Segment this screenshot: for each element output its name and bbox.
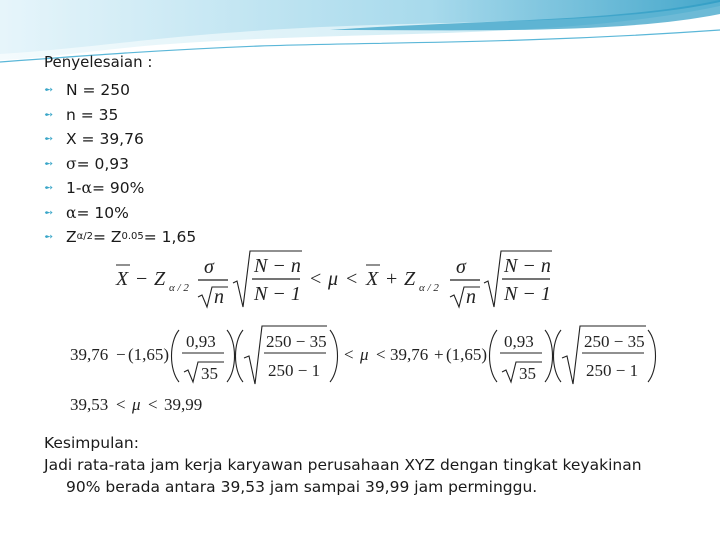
mean-value: 39,76 <box>70 345 109 364</box>
z-subscript: α / 2 <box>169 282 189 294</box>
less-than-sign: < <box>376 345 386 364</box>
list-item-z: ➻ Z α/2 = Z 0.05 = 1,65 <box>44 225 704 250</box>
confidence-interval-formula <box>70 247 570 313</box>
sigma-value: 0,93 <box>504 332 534 351</box>
arrow-bullet-icon: ➻ <box>44 230 54 243</box>
given-values-list <box>44 78 704 250</box>
mu-symbol: μ <box>360 345 369 364</box>
z-value: (1,65) <box>128 345 170 364</box>
z-value: (1,65) <box>446 345 488 364</box>
sigma-value: 0,93 <box>186 332 216 351</box>
n-value: 35 <box>201 364 218 383</box>
z-subscript: α / 2 <box>419 282 439 294</box>
sigma-symbol: σ <box>456 256 466 278</box>
x-bar-symbol: X <box>366 268 379 290</box>
fraction-denominator: N − 1 <box>504 283 551 305</box>
less-than-sign: < <box>310 268 322 290</box>
conclusion-title: Kesimpulan: <box>44 434 139 452</box>
fraction-numerator: 250 − 35 <box>266 332 327 351</box>
list-item-N: ➻ N = 250 <box>44 78 704 103</box>
conclusion-line-1: Jadi rata-rata jam kerja karyawan perusahaan XYZ dengan tingkat keyakinan <box>44 456 642 474</box>
z-symbol: Z <box>404 268 416 290</box>
less-than-sign: < <box>344 345 354 364</box>
plus-sign: + <box>434 345 444 364</box>
conclusion-text <box>44 454 684 498</box>
n-value: 35 <box>519 364 536 383</box>
mean-value: 39,76 <box>390 345 429 364</box>
less-than-sign: < <box>116 395 126 414</box>
conclusion-section <box>44 432 684 498</box>
lower-bound: 39,53 <box>70 395 109 414</box>
fraction-numerator: 250 − 35 <box>584 332 645 351</box>
solution-section <box>44 52 704 250</box>
minus-sign: − <box>116 345 126 364</box>
conclusion-line-2: 90% berada antara 39,53 jam sampai 39,99 jam perminggu. <box>66 478 538 496</box>
arrow-bullet-icon: ➻ <box>44 132 54 145</box>
solution-heading: Penyelesaian : <box>44 53 153 71</box>
substituted-formula <box>24 322 664 390</box>
minus-sign: − <box>136 268 148 290</box>
list-item-alpha: ➻ α = 10% <box>44 201 704 226</box>
arrow-bullet-icon: ➻ <box>44 83 54 96</box>
plus-sign: + <box>386 268 398 290</box>
fraction-denominator: 250 − 1 <box>586 361 639 380</box>
interval-result <box>24 392 264 418</box>
sigma-symbol: σ <box>204 256 214 278</box>
z-symbol: Z <box>154 268 166 290</box>
arrow-bullet-icon: ➻ <box>44 156 54 170</box>
mu-symbol: μ <box>328 268 339 290</box>
list-item-confidence: ➻ 1- α = 90% <box>44 176 704 201</box>
list-item-X: ➻ X = 39,76 <box>44 127 704 152</box>
list-item-sigma: ➻ σ = 0,93 <box>44 152 704 177</box>
upper-bound: 39,99 <box>164 395 203 414</box>
less-than-sign: < <box>346 268 358 290</box>
fraction-numerator: N − n <box>504 255 551 277</box>
fraction-denominator: 250 − 1 <box>268 361 321 380</box>
n-symbol: n <box>214 286 224 308</box>
fraction-denominator: N − 1 <box>254 283 301 305</box>
arrow-bullet-icon: ➻ <box>44 107 54 121</box>
less-than-sign: < <box>148 395 158 414</box>
mu-symbol: μ <box>132 395 141 414</box>
arrow-bullet-icon: ➻ <box>44 181 54 194</box>
arrow-bullet-icon: ➻ <box>44 205 54 219</box>
n-symbol: n <box>466 286 476 308</box>
fraction-numerator: N − n <box>254 255 301 277</box>
x-bar-symbol: X <box>116 268 129 290</box>
list-item-n: ➻ n = 35 <box>44 103 704 128</box>
